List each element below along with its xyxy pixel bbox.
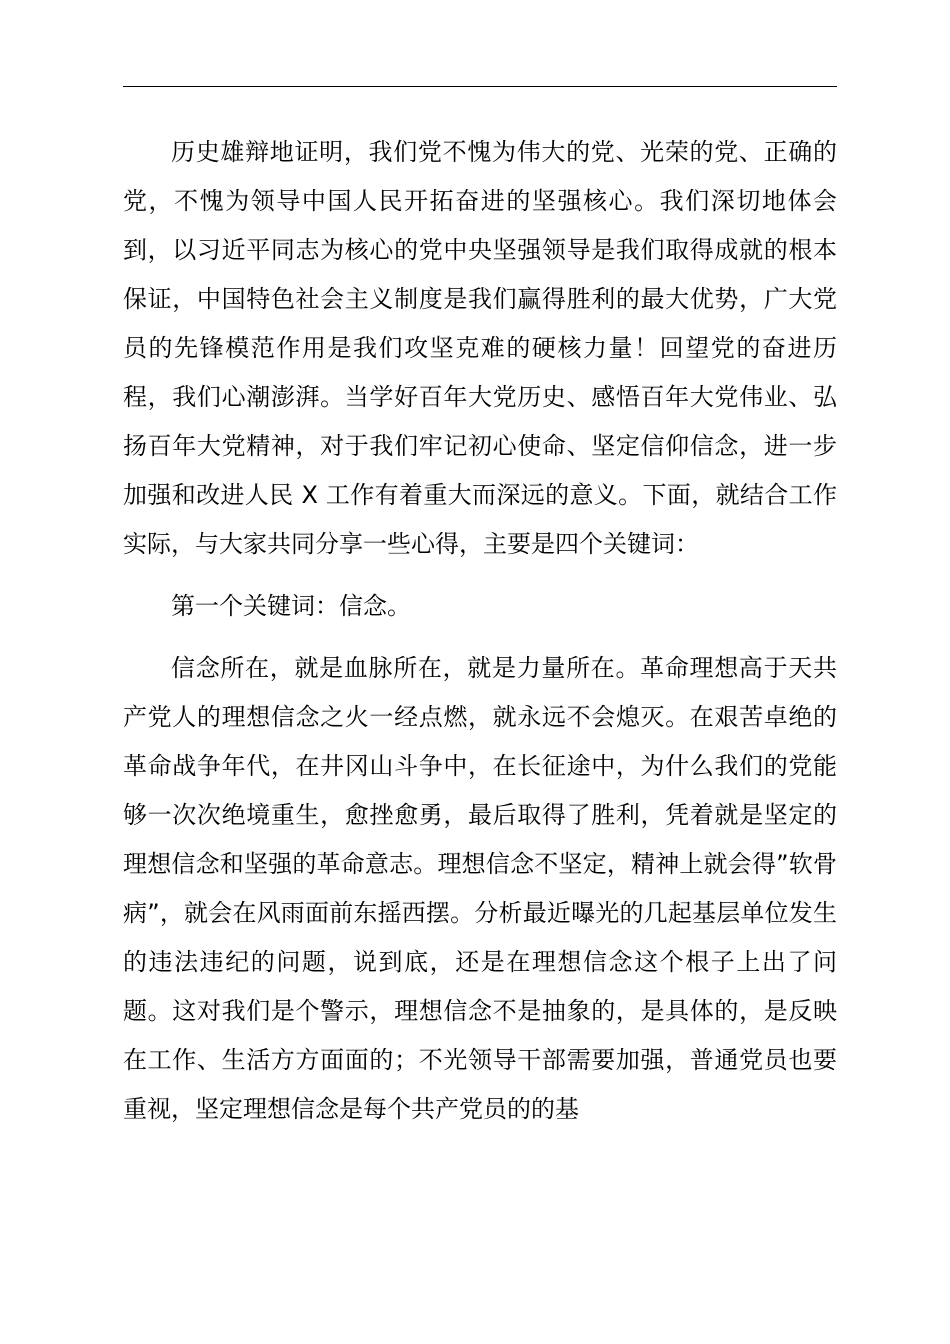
paragraph-belief: 信念所在，就是血脉所在，就是力量所在。革命理想高于天共产党人的理想信念之火一经点燃，就永远不会熄灭。在艰苦卓绝的革命战争年代，在井冈山斗争中，在长征途中，为什么我们的党能够一次次绝境重生，愈挫愈勇，最后取得了胜利，凭着就是坚定的理想信念和坚强的革命意志。理想信念不坚定，精神上就会得”软骨病”，就会在风雨面前东摇西摆。分析最近曝光的几起基层单位发生的违法违纪的问题，说到底，还是在理想信念这个根子上出了问题。这对我们是个警示，理想信念不是抽象的，是具体的，是反映在工作、生活方方面面的；不光领导干部需要加强，普通党员也要重视，坚定理想信念是每个共产党员的的基 — [123, 654, 837, 1123]
document-body — [123, 128, 837, 1134]
paragraph-intro: 历史雄辩地证明，我们党不愧为伟大的党、光荣的党、正确的党，不愧为领导中国人民开拓奋进的坚强核心。我们深切地体会到，以习近平同志为核心的党中央坚强领导是我们取得成就的根本保证，中国特色社会主义制度是我们赢得胜利的最大优势，广大党员的先锋模范作用是我们攻坚克难的硬核力量！回望党的奋进历程，我们心潮澎湃。当学好百年大党历史、感悟百年大党伟业、弘扬百年大党精神，对于我们牢记初心使命、坚定信仰信念，进一步加强和改进人民 X 工作有着重大而深远的意义。下面，就结合工作实际，与大家共同分享一些心得，主要是四个关键词： — [123, 138, 837, 558]
paragraph-heading-keyword-1: 第一个关键词：信念。 — [171, 592, 411, 620]
header-rule — [123, 86, 837, 87]
